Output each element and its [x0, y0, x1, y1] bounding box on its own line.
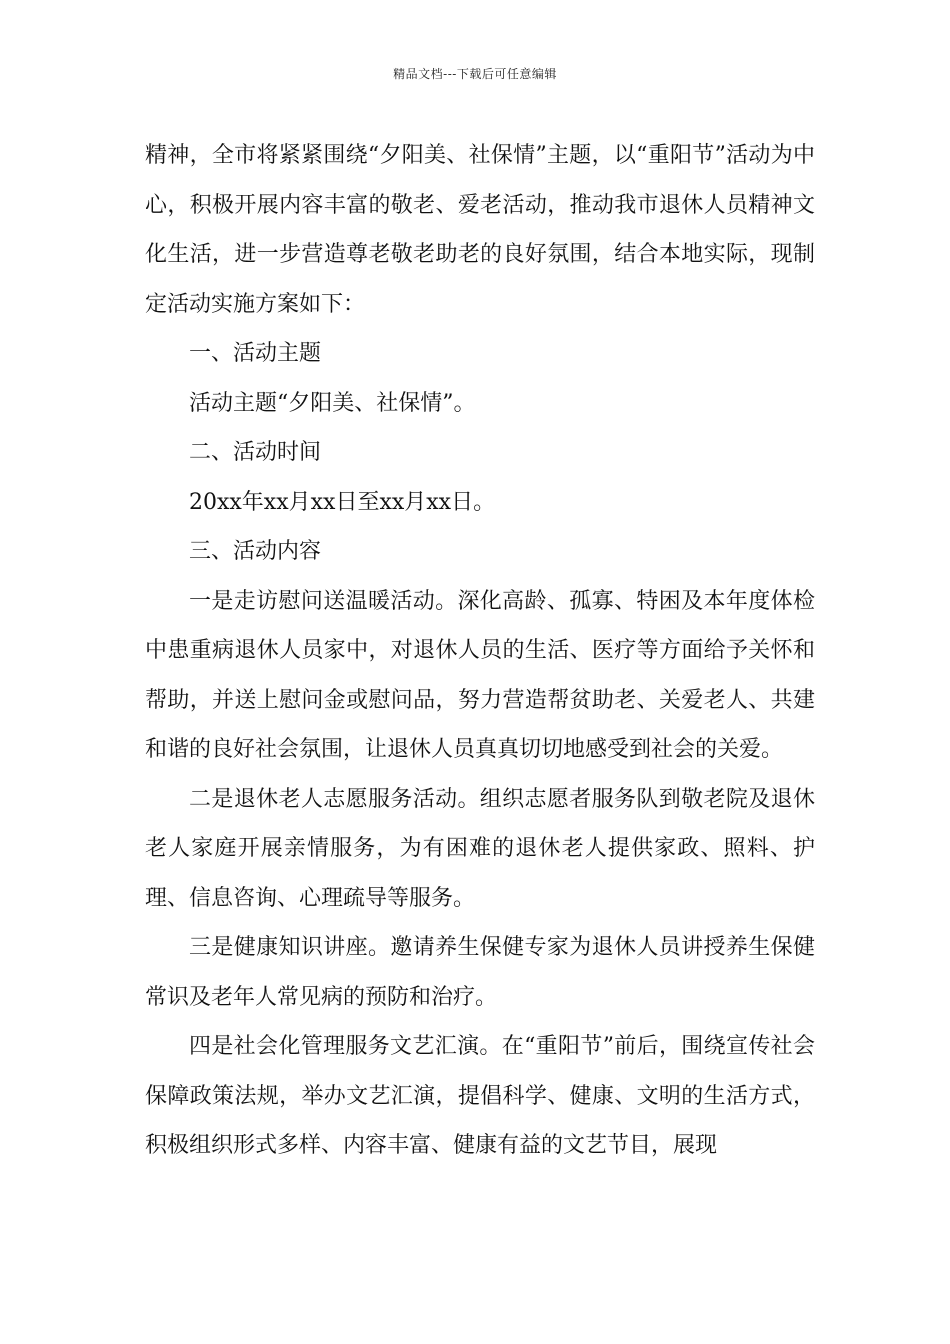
paragraph-intro: 精神，全市将紧紧围绕“夕阳美、社保情”主题，以“重阳节”活动为中心，积极开展内容丰富的敬老、爱老活动，推动我市退休人员精神文化生活，进一步营造尊老敬老助老的良好氛围，结合本地实际，现制定活动实施方案如下： — [145, 143, 815, 317]
paragraph-activity-time: 20xx年xx月xx日至xx月xx日。 — [189, 489, 496, 515]
paragraph-content-item-2: 二是退休老人志愿服务活动。组织志愿者服务队到敬老院及退休老人家庭开展亲情服务，为有困难的退休老人提供家政、照料、护理、信息咨询、心理疏导等服务。 — [145, 786, 815, 911]
document-body — [145, 131, 815, 1171]
paragraph-content-item-1: 一是走访慰问送温暖活动。深化高龄、孤寡、特困及本年度体检中患重病退休人员家中，对退休人员的生活、医疗等方面给予关怀和帮助，并送上慰问金或慰问品，努力营造帮贫助老、关爱老人、共建和谐的良好社会氛围，让退休人员真真切切地感受到社会的关爱。 — [145, 588, 815, 762]
paragraph-content-item-3: 三是健康知识讲座。邀请养生保健专家为退休人员讲授养生保健常识及老年人常见病的预防和治疗。 — [145, 935, 815, 1010]
heading-activity-theme: 一、活动主题 — [189, 341, 322, 366]
heading-activity-content: 三、活动内容 — [189, 539, 322, 564]
page-header: 精品文档---下载后可任意编辑 — [393, 67, 557, 81]
paragraph-activity-theme: 活动主题“夕阳美、社保情”。 — [189, 390, 476, 416]
heading-activity-time: 二、活动时间 — [189, 440, 322, 465]
paragraph-content-item-4: 四是社会化管理服务文艺汇演。在“重阳节”前后，围绕宣传社会保障政策法规，举办文艺汇演，提倡科学、健康、文明的生活方式，积极组织形式多样、内容丰富、健康有益的文艺节目，展现 — [145, 1034, 815, 1158]
